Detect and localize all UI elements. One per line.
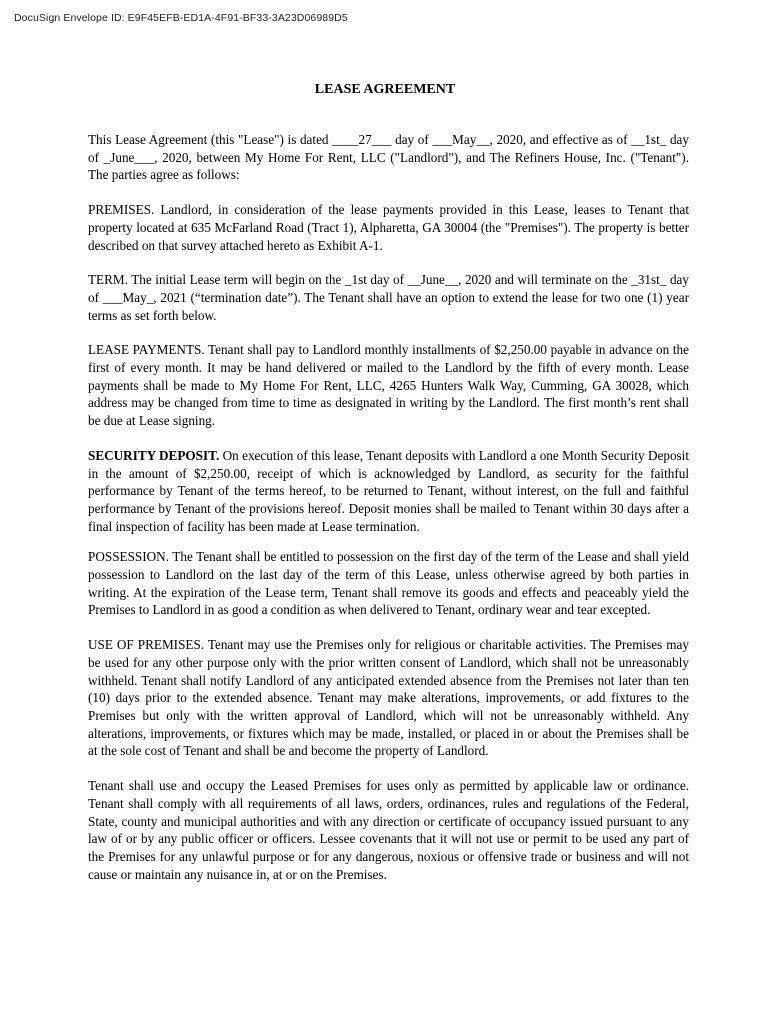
document-body [88, 131, 689, 900]
paragraph-security-deposit [88, 447, 689, 536]
security-deposit-text: On execution of this lease, Tenant deposits with Landlord a one Month Security Deposit in the amount of $2,250.00, receipt of which is acknowledged by Landlord, as security for the faithful performance by Tenant of the terms hereof, to be returned to Tenant, without interest, on the full and faithful performance by Tenant of the provisions hereof. Deposit monies shall be mailed to Tenant within 30 days after a final inspection of facility has been made at Lease termination. [88, 447, 690, 534]
paragraph-use-compliance: Tenant shall use and occupy the Leased Premises for uses only as permitted by applicable law or ordinance. Tenant shall comply with all requirements of all laws, orders, ordinances, rules and regulations of the Federal, State, county and municipal authorities and with any direction or certificate of occupancy issued pursuant to any law of or by any public officer or officers. Lessee covenants that it will not use or permit to be used any part of the Premises for any unlawful purpose or for any dangerous, noxious or offensive trade or business and will not cause or maintain any nuisance in, at or on the Premises. [88, 778, 689, 882]
paragraph-lease-payments: LEASE PAYMENTS. Tenant shall pay to Landlord monthly installments of $2,250.00 payable in advance on the first of every month. It may be hand delivered or mailed to the Landlord by the fifth of every month. Lease payments shall be made to My Home For Rent, LLC, 4265 Hunters Walk Way, Cumming, GA 30028, which address may be changed from time to time as designated in writing by the Landlord. The first month’s rent shall be due at Lease signing. [88, 342, 689, 429]
paragraph-use-of-premises: USE OF PREMISES. Tenant may use the Premises only for religious or charitable activities. The Premises may be used for any other purpose only with the prior written consent of Landlord, which shall not be unreasonably withheld. Tenant shall notify Landlord of any anticipated extended absence from the Premises not later than ten (10) days prior to the extended absence. Tenant may make alterations, improvements, or add fixtures to the Premises but only with the written approval of Landlord, which will not be unreasonably withheld. Any alterations, improvements, or fixtures which may be made, installed, or placed in or about the Premises shall be at the sole cost of Tenant and shall be and become the property of Landlord. [88, 637, 689, 759]
paragraph-possession: POSSESSION. The Tenant shall be entitled to possession on the first day of the term of the Lease and shall yield possession to Landlord on the last day of the term of this Lease, unless otherwise agreed by both parties in writing. At the expiration of the Lease term, Tenant shall remove its goods and effects and peaceably yield the Premises to Landlord in as good a condition as when delivered to Tenant, ordinary wear and tear excepted. [88, 549, 689, 618]
paragraph-intro: This Lease Agreement (this "Lease") is dated ____27___ day of ___May__, 2020, and effective as of __1st_ day of _June___, 2020, between My Home For Rent, LLC ("Landlord"), and The Refiners House, Inc. ("Tenant"). The parties agree as follows: [88, 132, 689, 183]
paragraph-premises: PREMISES. Landlord, in consideration of the lease payments provided in this Lease, leases to Tenant that property located at 635 McFarland Road (Tract 1), Alpharetta, GA 30004 (the "Premises"). The property is better described on that survey attached hereto as Exhibit A-1. [88, 202, 689, 253]
docusign-envelope-id: DocuSign Envelope ID: E9F45EFB-ED1A-4F91-BF33-3A23D06989D5 [14, 12, 348, 24]
paragraph-term: TERM. The initial Lease term will begin on the _1st day of __June__, 2020 and will terminate on the _31st_ day of ___May_, 2021 (“termination date”). The Tenant shall have an option to extend the lease for two one (1) year terms as set forth below. [88, 272, 689, 323]
security-deposit-heading: SECURITY DEPOSIT. [88, 447, 220, 463]
page-title: LEASE AGREEMENT [314, 82, 456, 97]
